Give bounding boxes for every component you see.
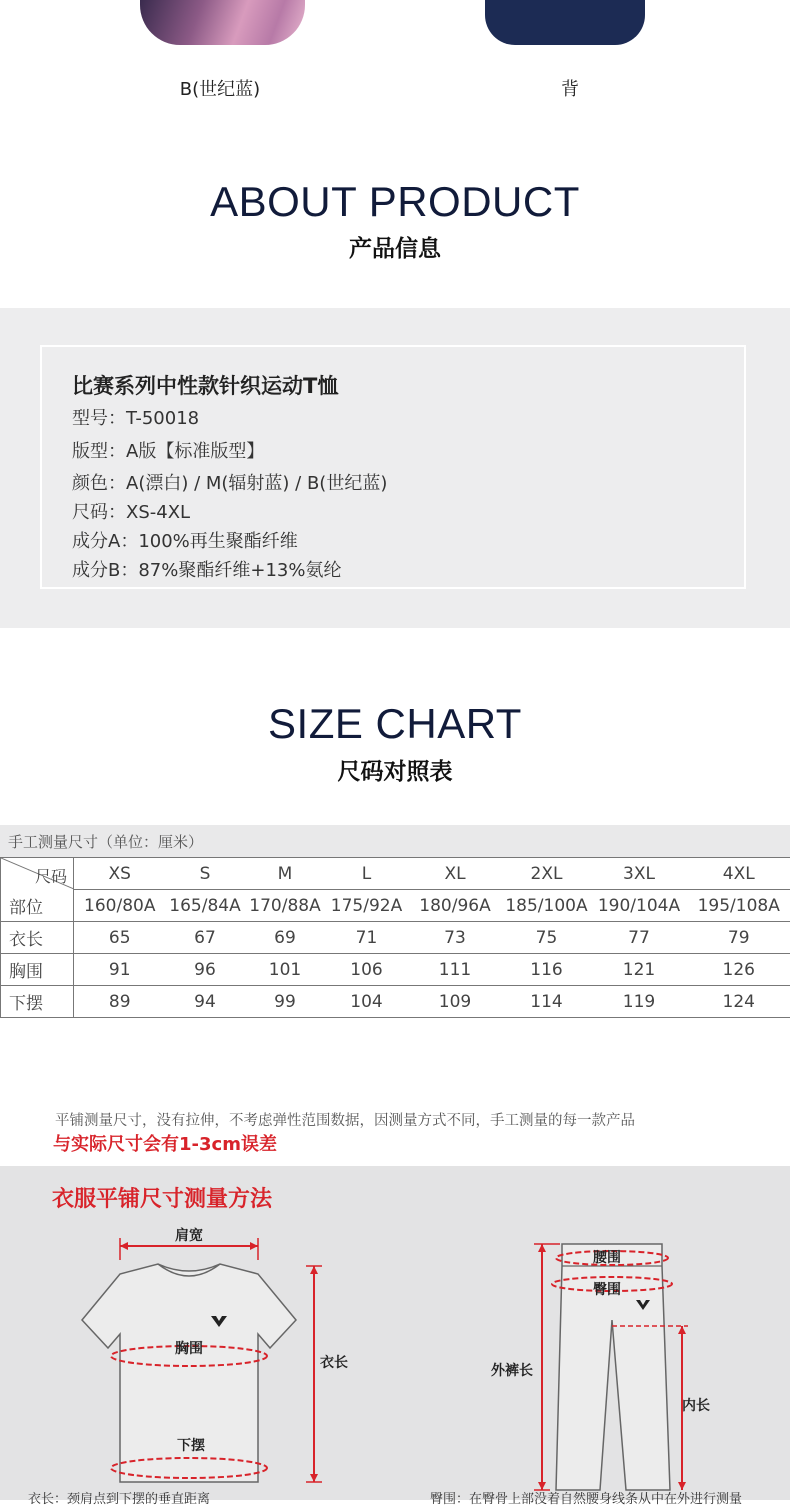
- size-head: 4XL: [688, 858, 790, 890]
- table-cell: 106: [326, 954, 408, 986]
- note-error-text: 与实际尺寸会有1-3cm误差: [53, 1130, 277, 1156]
- size-head: S: [166, 858, 245, 890]
- spec-head: 195/108A: [688, 890, 790, 922]
- spec-head: 180/96A: [408, 890, 503, 922]
- spec-head: 185/100A: [503, 890, 591, 922]
- size-head: 3XL: [591, 858, 688, 890]
- label-length: 衣长: [320, 1352, 348, 1372]
- table-cell: 73: [408, 922, 503, 954]
- table-cell: 111: [408, 954, 503, 986]
- table-cell: 99: [245, 986, 326, 1018]
- measure-title: 衣服平铺尺寸测量方法: [52, 1182, 272, 1213]
- size-title-zh: 尺码对照表: [0, 753, 790, 786]
- info-material-a: 成分A：100%再生聚酯纤维: [72, 527, 298, 553]
- table-cell: 121: [591, 954, 688, 986]
- table-cell: 77: [591, 922, 688, 954]
- table-cell: 75: [503, 922, 591, 954]
- table-cell: 104: [326, 986, 408, 1018]
- table-cell: 96: [166, 954, 245, 986]
- spec-head: 190/104A: [591, 890, 688, 922]
- table-row: [1, 954, 790, 986]
- corner-size-label: 尺码: [35, 864, 67, 887]
- table-cell: 79: [688, 922, 790, 954]
- label-chest: 胸围: [175, 1338, 203, 1358]
- caption-left: B(世纪蓝): [120, 75, 320, 101]
- row-label: 下摆: [1, 986, 74, 1018]
- corner-part-label: 部位: [1, 890, 74, 922]
- info-colors: 颜色：A(漂白) / M(辐射蓝) / B(世纪蓝): [72, 469, 387, 495]
- spec-head: 160/80A: [74, 890, 166, 922]
- product-name: 比赛系列中性款针织运动T恤: [72, 370, 338, 400]
- table-cell: 94: [166, 986, 245, 1018]
- info-sizes: 尺码：XS-4XL: [72, 498, 190, 524]
- label-shoulder: 肩宽: [175, 1225, 203, 1245]
- table-cell: 119: [591, 986, 688, 1018]
- table-cell: 101: [245, 954, 326, 986]
- size-head: 2XL: [503, 858, 591, 890]
- corner-cell: [1, 858, 74, 890]
- table-row: [1, 986, 790, 1018]
- foot-note-left: 衣长：颈肩点到下摆的垂直距离: [28, 1488, 210, 1507]
- table-cell: 91: [74, 954, 166, 986]
- table-cell: 124: [688, 986, 790, 1018]
- about-title-zh: 产品信息: [0, 230, 790, 263]
- spec-head: 165/84A: [166, 890, 245, 922]
- caption-right: 背: [470, 75, 670, 101]
- label-waist: 腰围: [593, 1247, 621, 1267]
- table-cell: 89: [74, 986, 166, 1018]
- product-image-blue-front: [140, 0, 305, 45]
- label-hem: 下摆: [177, 1435, 205, 1455]
- size-table: [0, 857, 790, 1018]
- product-image-back: [485, 0, 645, 45]
- table-cell: 109: [408, 986, 503, 1018]
- about-title-en: ABOUT PRODUCT: [0, 178, 790, 226]
- label-outseam: 外裤长: [491, 1360, 533, 1380]
- pants-diagram: [520, 1236, 720, 1500]
- row-label: 胸围: [1, 954, 74, 986]
- table-row-sizes: [1, 858, 790, 890]
- row-label: 衣长: [1, 922, 74, 954]
- info-material-b: 成分B：87%聚酯纤维+13%氨纶: [72, 556, 341, 582]
- table-cell: 114: [503, 986, 591, 1018]
- size-head: L: [326, 858, 408, 890]
- spec-head: 175/92A: [326, 890, 408, 922]
- table-cell: 71: [326, 922, 408, 954]
- info-model: 型号：T-50018: [72, 404, 199, 430]
- size-head: M: [245, 858, 326, 890]
- label-inseam: 内长: [682, 1395, 710, 1415]
- spec-head: 170/88A: [245, 890, 326, 922]
- label-hip: 臀围: [593, 1279, 621, 1299]
- table-cell: 116: [503, 954, 591, 986]
- note-text: 平铺测量尺寸，没有拉伸，不考虑弹性范围数据，因测量方式不同，手工测量的每一款产品: [55, 1109, 635, 1130]
- foot-note-right: 臀围：在臀骨上部没着自然腰身线条从中在外进行测量: [430, 1488, 742, 1507]
- table-cell: 67: [166, 922, 245, 954]
- table-row: [1, 922, 790, 954]
- table-cell: 65: [74, 922, 166, 954]
- size-head: XL: [408, 858, 503, 890]
- table-row-specs: [1, 890, 790, 922]
- table-cell: 126: [688, 954, 790, 986]
- info-fit: 版型：A版【标准版型】: [72, 437, 264, 463]
- size-title-en: SIZE CHART: [0, 700, 790, 748]
- table-cell: 69: [245, 922, 326, 954]
- table-caption: 手工测量尺寸（单位：厘米）: [8, 831, 203, 852]
- size-head: XS: [74, 858, 166, 890]
- table-caption-bar: [0, 825, 790, 857]
